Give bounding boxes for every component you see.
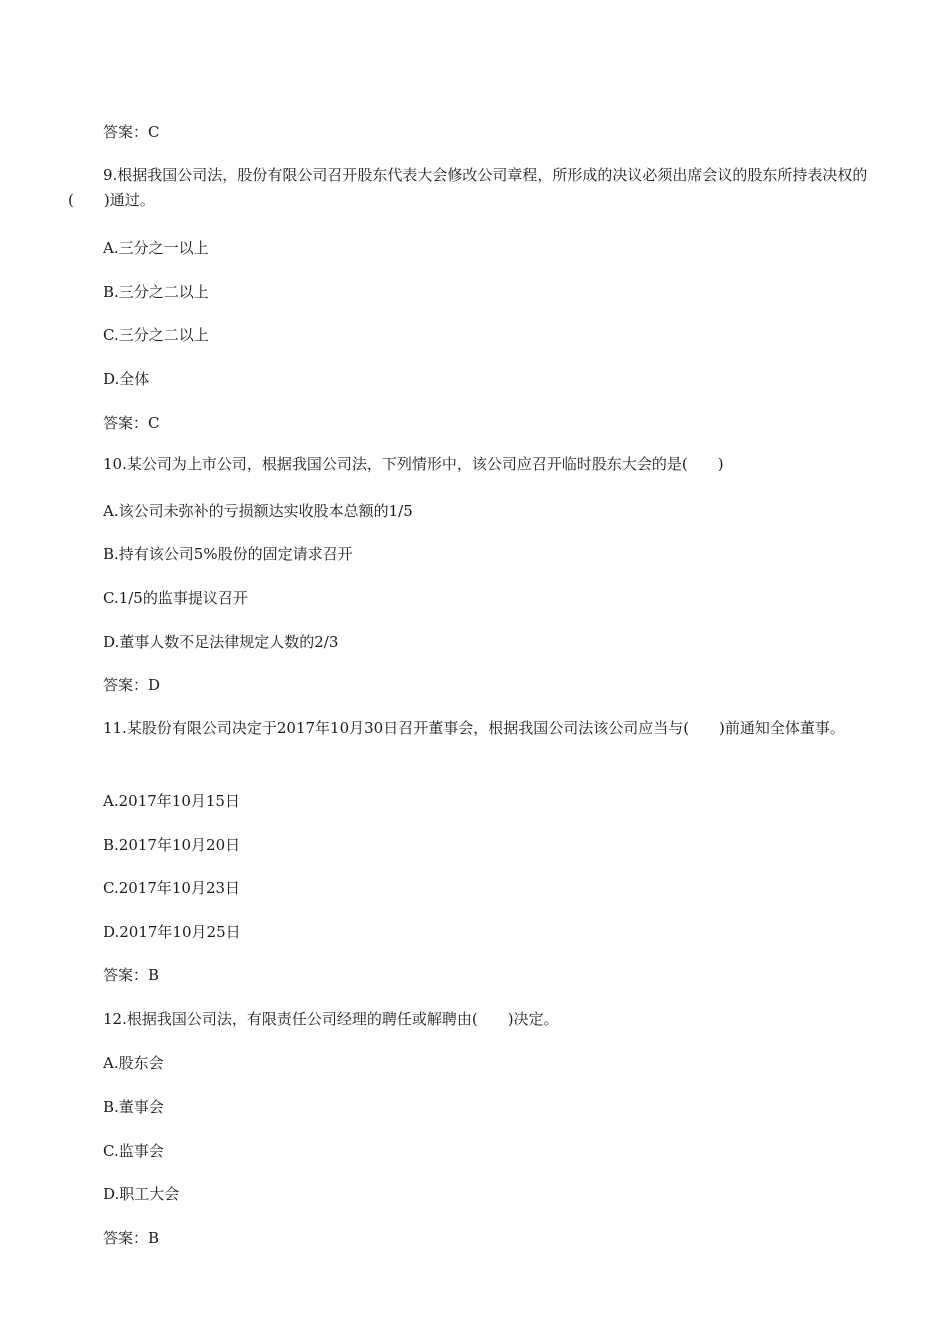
q12-option-a: A.股东会 <box>103 1054 164 1072</box>
question-9-text: 9.根据我国公司法，股份有限公司召开股东代表大会修改公司章程，所形成的决议必须出席会议的股东所持表决权的( )通过。 <box>68 166 868 209</box>
q9-answer: 答案：C <box>103 414 160 432</box>
question-11-text: 11.某股份有限公司决定于2017年10月30日召开董事会，根据我国公司法该公司应当与( )前通知全体董事。 <box>103 719 845 737</box>
q9-option-d: D.全体 <box>103 370 150 388</box>
q11-option-b: B.2017年10月20日 <box>103 836 241 854</box>
q9-option-b: B.三分之二以上 <box>103 283 209 301</box>
q11-option-d: D.2017年10月25日 <box>103 923 241 941</box>
q9-option-c: C.三分之二以上 <box>103 326 209 344</box>
q9-option-a: A.三分之一以上 <box>103 239 209 257</box>
q10-option-c: C.1/5的监事提议召开 <box>103 589 248 607</box>
question-12-text: 12.根据我国公司法，有限责任公司经理的聘任或解聘由( )决定。 <box>103 1010 559 1028</box>
q12-option-c: C.监事会 <box>103 1142 164 1160</box>
question-10-text: 10.某公司为上市公司，根据我国公司法，下列情形中，该公司应召开临时股东大会的是( ) <box>103 455 724 473</box>
q10-option-a: A.该公司未弥补的亏损额达实收股本总额的1/5 <box>103 502 413 520</box>
answer-top: 答案：C <box>103 123 160 141</box>
q11-option-a: A.2017年10月15日 <box>103 792 240 810</box>
q10-option-b: B.持有该公司5%股份的固定请求召开 <box>103 545 353 563</box>
q10-option-d: D.董事人数不足法律规定人数的2/3 <box>103 633 339 651</box>
q10-answer: 答案：D <box>103 676 161 694</box>
q11-answer: 答案：B <box>103 966 160 984</box>
q12-option-d: D.职工大会 <box>103 1185 180 1203</box>
q11-option-c: C.2017年10月23日 <box>103 879 241 897</box>
q12-option-b: B.董事会 <box>103 1098 164 1116</box>
q12-answer: 答案：B <box>103 1229 160 1247</box>
